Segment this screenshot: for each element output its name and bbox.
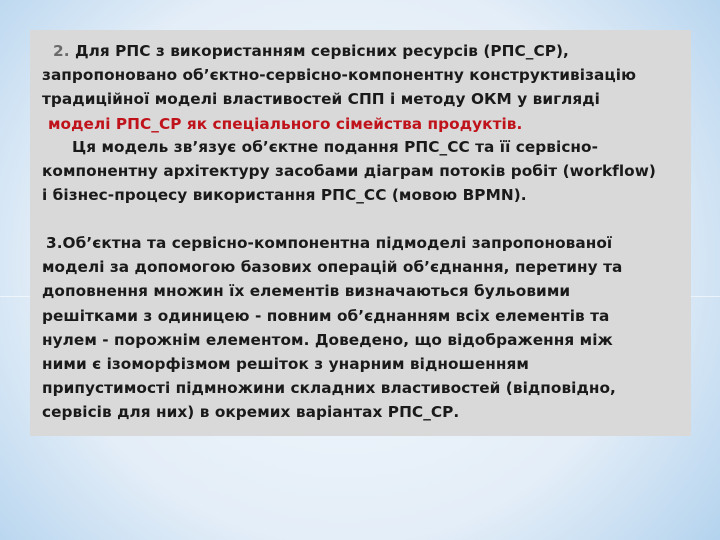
model-description-line-3: і бізнес-процесу використання РПС_СС (мовою BPMN). bbox=[42, 186, 527, 205]
paragraph-3-line-3: доповнення множин їх елементів визначаються бульовими bbox=[42, 282, 571, 301]
paragraph-model-description bbox=[30, 135, 656, 208]
content-panel bbox=[30, 30, 691, 436]
paragraph-2-line-3: традиційної моделі властивостей СПП і методу ОКМ у вигляді bbox=[42, 90, 600, 109]
paragraph-3-line-7: припустимості підмножини складних властивостей (відповідно, bbox=[42, 379, 616, 398]
paragraph-2-text: Для РПС з використанням сервісних ресурсів (РПС_СР), bbox=[74, 42, 569, 60]
paragraph-3 bbox=[30, 231, 622, 425]
highlighted-sentence: моделі РПС_СР як спеціального сімейства продуктів. bbox=[48, 114, 523, 133]
paragraph-3-line-6: ними є ізоморфізмом решіток з унарним відношенням bbox=[42, 355, 529, 374]
paragraph-3-line-8: сервісів для них) в окремих варіантах РПС_СР. bbox=[42, 403, 460, 422]
paragraph-3-line-2: моделі за допомогою базових операцій об’єднання, перетину та bbox=[42, 258, 623, 277]
model-description-line-1: Ця модель зв’язує об’єктне подання РПС_СС та її сервісно- bbox=[72, 138, 599, 156]
paragraph-3-line-5: нулем - порожнім елементом. Доведено, що відображення між bbox=[42, 330, 613, 349]
paragraph-2-line-2: запропоновано об’єктно-сервісно-компонентну конструктивізацію bbox=[42, 66, 636, 85]
paragraph-3-line-4: решітками з одиницею - повним об’єднанням всіх елементів та bbox=[42, 306, 610, 325]
paragraph-2-line-1 bbox=[30, 39, 636, 63]
paragraph-3-line-1: 3.Об’єктна та сервісно-компонентна підмоделі запропонованої bbox=[46, 234, 613, 252]
paragraph-2 bbox=[30, 39, 636, 136]
paragraph-2-number: 2. bbox=[53, 42, 70, 60]
model-description-line-2: компонентну архітектуру засобами діаграм потоків робіт (workflow) bbox=[42, 162, 656, 181]
